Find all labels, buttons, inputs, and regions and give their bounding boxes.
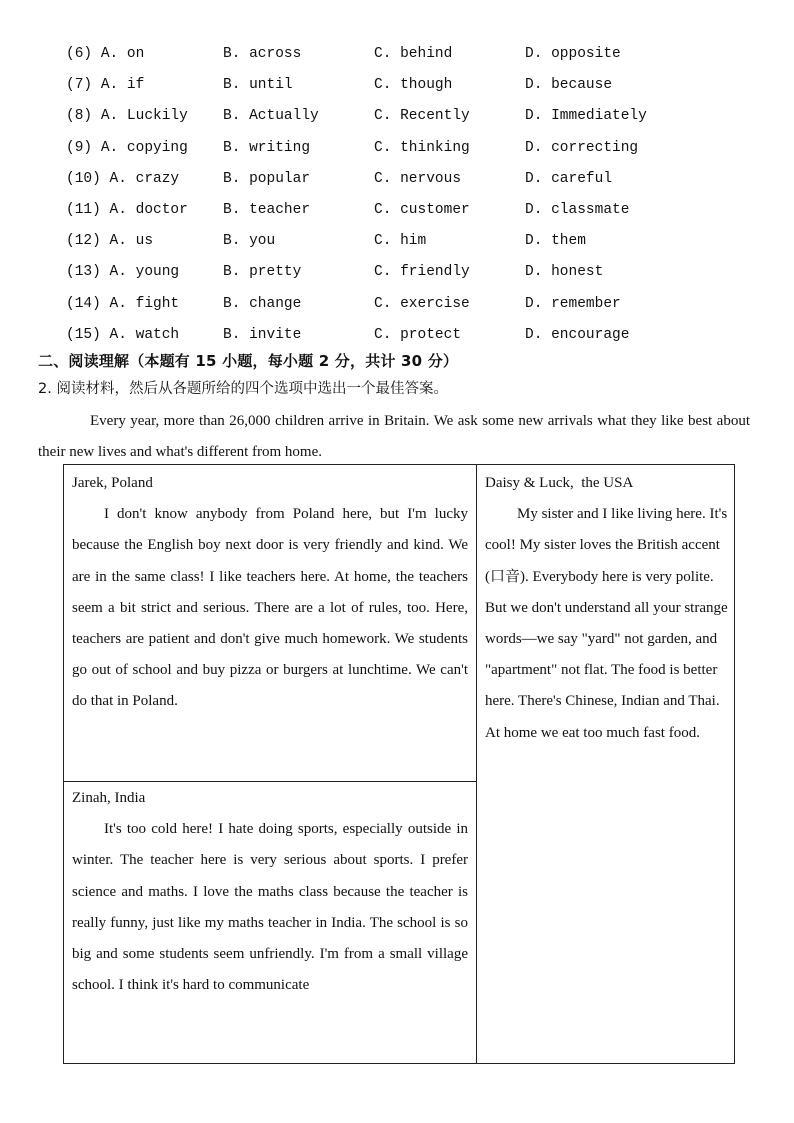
option-d: D. classmate [525, 201, 630, 218]
option-a: (12) A. us [66, 233, 154, 250]
speaker-name: Jarek, Poland [72, 475, 153, 491]
cell-jarek [64, 468, 476, 718]
speaker-text: I don't know anybody from Poland here, but I'm lucky because the English boy next door is very friendly and kind. We are in the same class! I like teachers here. At home, the teachers seem a bit strict and serious. There are a lot of rules, too. Here, teachers are patient and don't give much homework. We students go out of school and buy pizza or burgers at lunchtime. We can't do that in Poland. [72, 506, 468, 710]
option-d: D. because [525, 77, 613, 94]
option-b: B. writing [223, 139, 311, 156]
reading-table [63, 464, 735, 1064]
speaker-name: Zinah, India [72, 790, 146, 806]
option-b: B. you [223, 233, 276, 250]
option-c: C. thinking [374, 139, 470, 156]
option-d: D. opposite [525, 46, 621, 62]
option-a: (11) A. doctor [66, 201, 188, 218]
option-c: C. friendly [374, 264, 470, 281]
option-a: (15) A. watch [66, 326, 180, 343]
option-d: D. careful [525, 170, 613, 187]
answer-options-list [66, 44, 766, 356]
option-c: C. him [374, 233, 427, 250]
option-d: D. honest [525, 264, 604, 281]
cell-zinah [64, 783, 476, 1001]
cell-daisy-luck [477, 468, 735, 749]
option-c: C. nervous [374, 170, 462, 187]
speaker-name: Daisy & Luck, the USA [485, 475, 634, 491]
option-b: B. across [223, 46, 302, 62]
option-d: D. encourage [525, 326, 630, 343]
option-a: (13) A. young [66, 264, 180, 281]
option-c: C. exercise [374, 295, 470, 312]
option-d: D. them [525, 233, 586, 250]
option-row-12 [66, 231, 766, 262]
option-c: C. though [374, 77, 453, 94]
section-title: 二、阅读理解（本题有 15 小题，每小题 2 分，共计 30 分） [38, 352, 459, 370]
option-d: D. correcting [525, 139, 639, 156]
option-row-7 [66, 75, 766, 106]
option-row-10 [66, 169, 766, 200]
option-row-14 [66, 294, 766, 325]
option-b: B. teacher [223, 201, 311, 218]
option-a: (14) A. fight [66, 295, 180, 312]
option-b: B. change [223, 295, 302, 312]
option-row-8 [66, 106, 766, 137]
speaker-text: My sister and I like living here. It's cool! My sister loves the British accent (口音). Everybody here is very polite. But we don't understand all your strange words—we say "yard" not garden, and "apartment" not flat. The food is better here. There's Chinese, Indian and Thai. At home we eat too much fast food. [485, 506, 728, 741]
section-instruction: 2. 阅读材料，然后从各题所给的四个选项中选出一个最佳答案。 [38, 381, 448, 397]
option-c: C. protect [374, 326, 462, 343]
option-b: B. Actually [223, 108, 319, 125]
option-row-9 [66, 138, 766, 169]
option-b: B. invite [223, 326, 302, 343]
option-b: B. popular [223, 170, 311, 187]
option-a: (10) A. crazy [66, 170, 180, 187]
option-c: C. Recently [374, 108, 470, 125]
option-c: C. behind [374, 46, 453, 62]
option-a: (8) A. Luckily [66, 108, 188, 125]
option-c: C. customer [374, 201, 470, 218]
option-a: (6) A. on [66, 46, 145, 62]
option-b: B. pretty [223, 264, 302, 281]
option-row-11 [66, 200, 766, 231]
speaker-text: It's too cold here! I hate doing sports, especially outside in winter. The teacher here is very serious about sports. I prefer science and maths. I love the maths class because the teacher is really funny, just like my maths teacher in India. The school is so big and some students seem unfriendly. I'm from a small village school. I think it's hard to communicate [72, 821, 468, 994]
option-row-6 [66, 44, 766, 75]
reading-intro: Every year, more than 26,000 children arrive in Britain. We ask some new arrivals what they like best about their new lives and what's different from home. [38, 413, 750, 461]
table-divider-horizontal [64, 781, 476, 782]
option-d: D. remember [525, 295, 621, 312]
option-b: B. until [223, 77, 293, 94]
option-row-13 [66, 262, 766, 293]
option-d: D. Immediately [525, 108, 647, 125]
option-a: (7) A. if [66, 77, 145, 94]
option-a: (9) A. copying [66, 139, 188, 156]
